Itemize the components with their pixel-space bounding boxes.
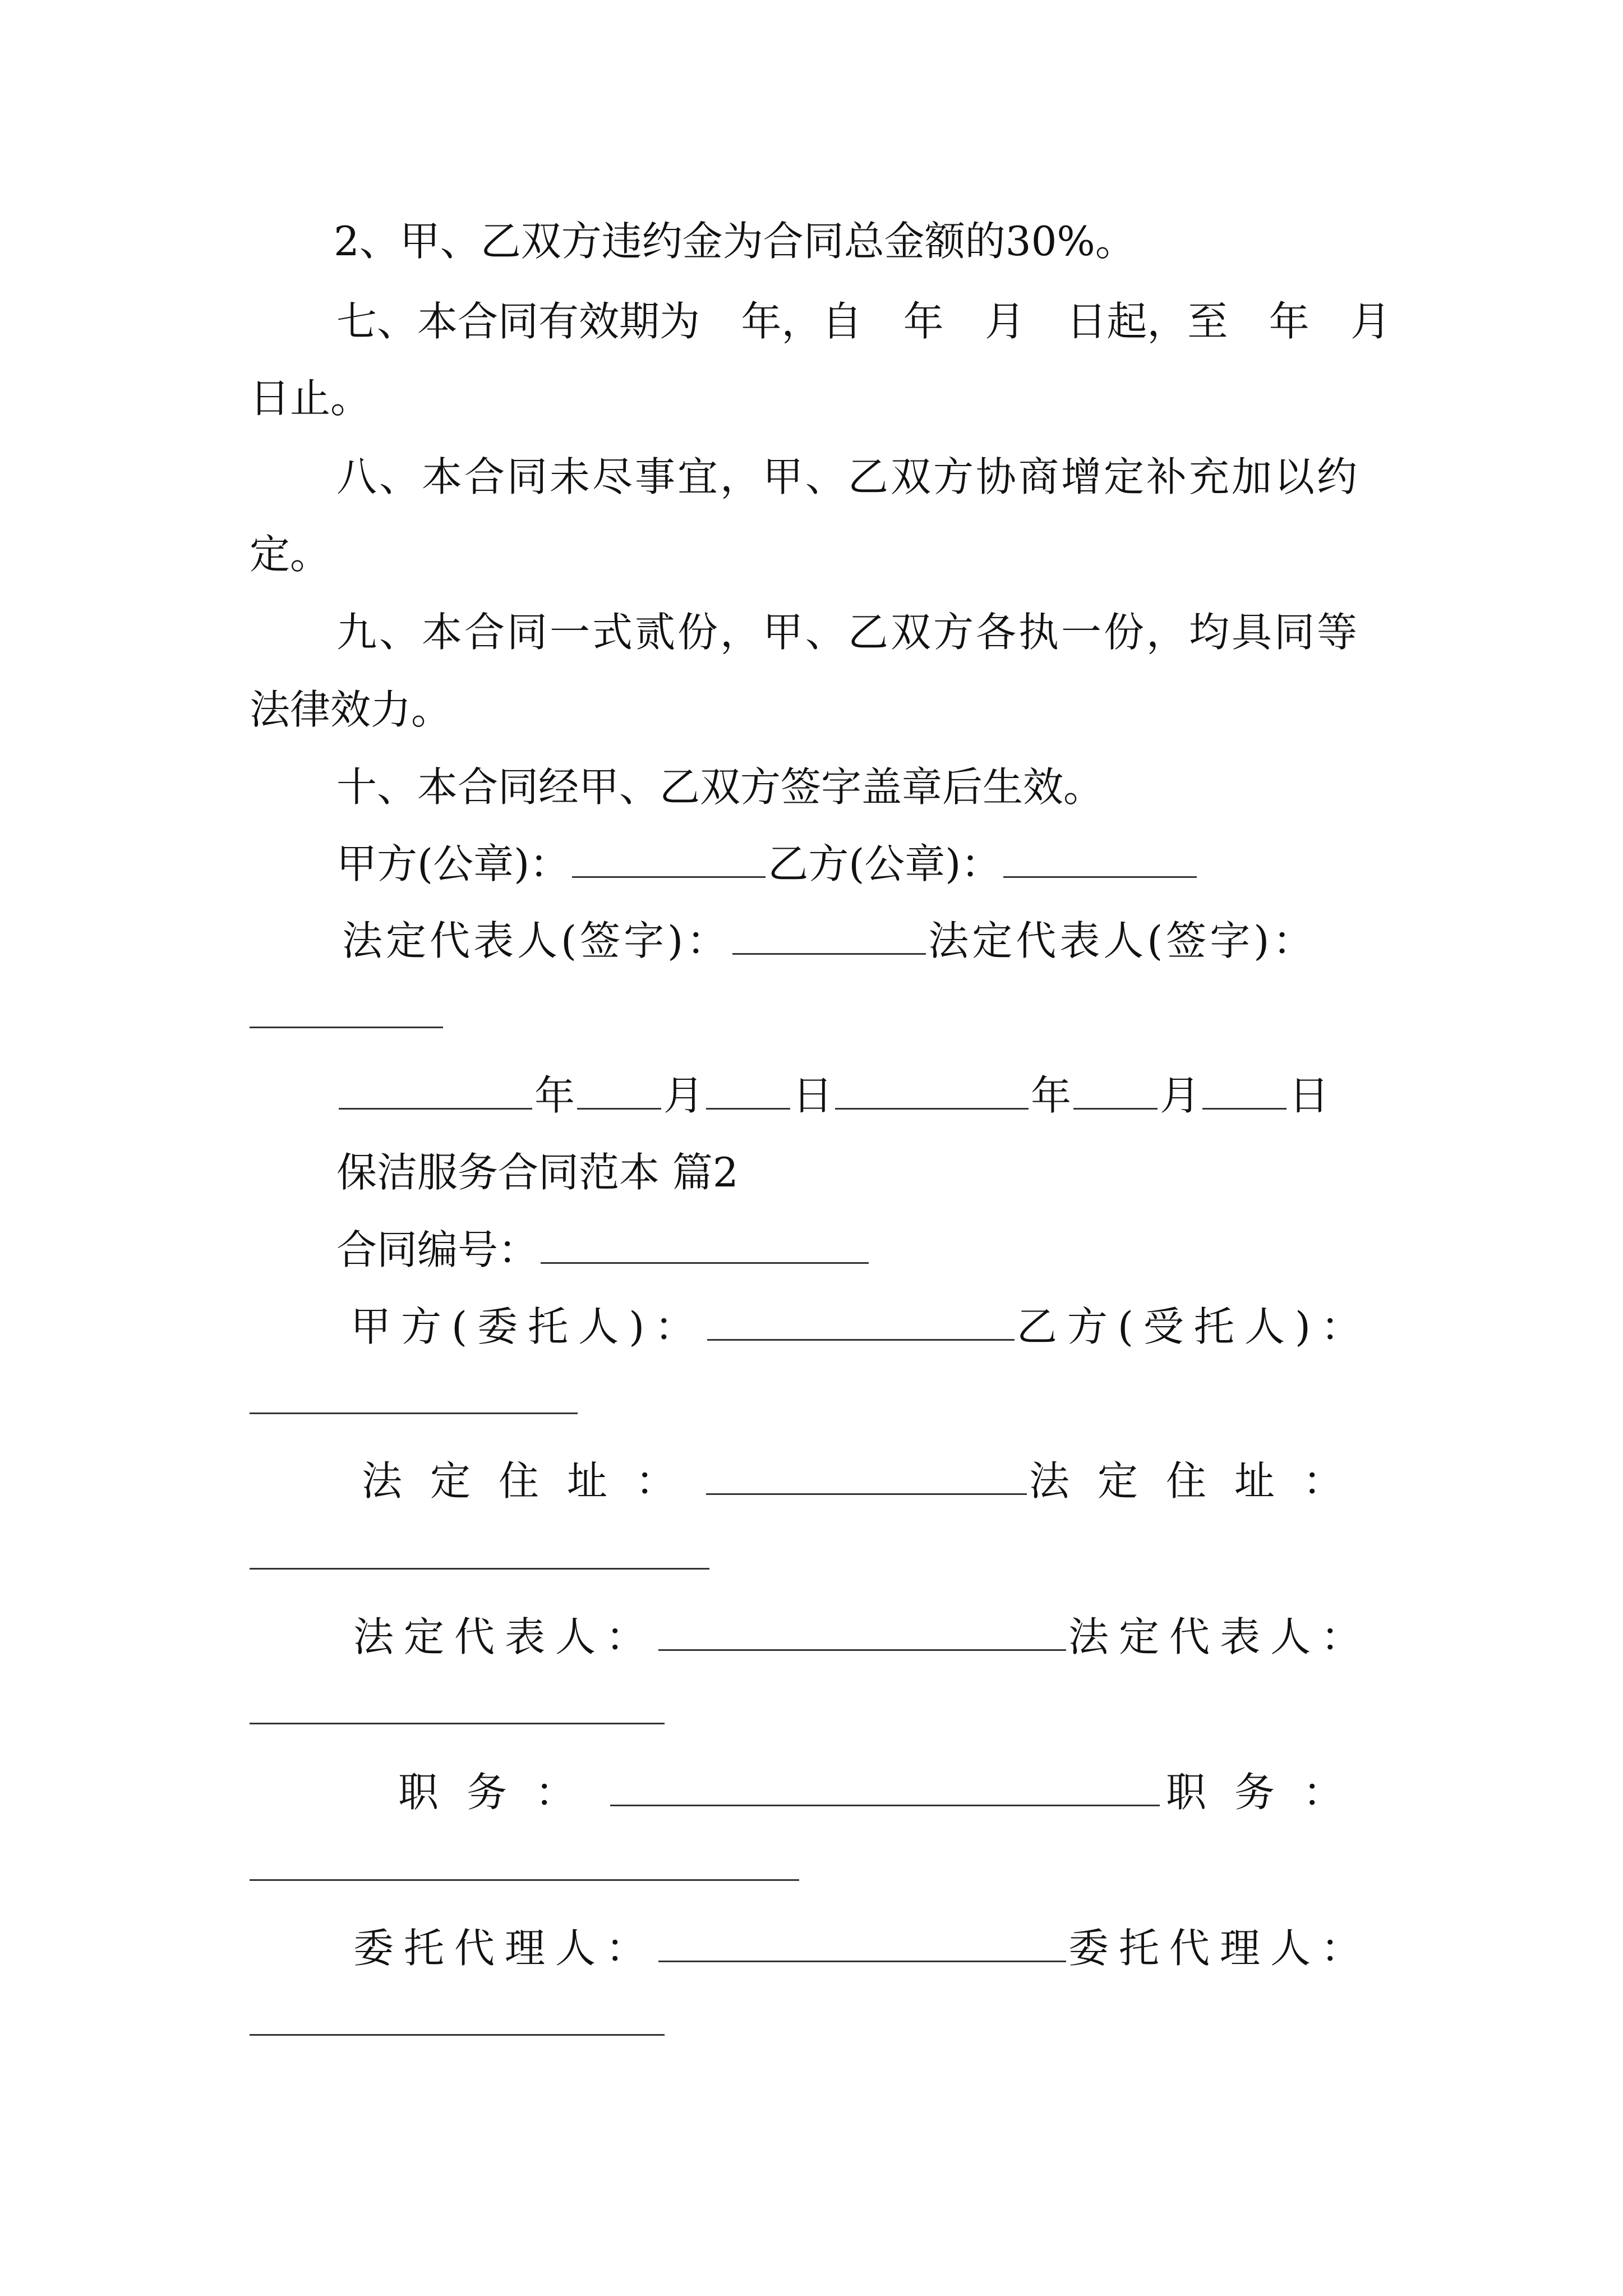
party-a-date-day-field[interactable] bbox=[706, 1073, 790, 1110]
party-a-address-label: 法定住址： bbox=[362, 1457, 704, 1504]
party-b-agent-label: 委托代理人： bbox=[1068, 1925, 1371, 1972]
party-a-date-month-field[interactable] bbox=[577, 1073, 661, 1110]
contract-number-field[interactable] bbox=[541, 1227, 869, 1264]
section-title: 保洁服务合同范本 篇2 bbox=[336, 1149, 739, 1196]
party-a-agent-label: 委托代理人： bbox=[353, 1925, 657, 1972]
party-a-agent-field[interactable] bbox=[658, 1926, 1066, 1962]
party-b-legal-rep-field[interactable] bbox=[250, 1723, 665, 1724]
party-b-agent-field[interactable] bbox=[250, 2034, 665, 2036]
clause-validity-line2: 日止。 bbox=[250, 375, 371, 422]
party-a-position-field[interactable] bbox=[610, 1770, 1160, 1806]
party-b-date-year-field[interactable] bbox=[835, 1073, 1029, 1110]
clause-validity-part-g: 月 bbox=[1350, 298, 1391, 345]
party-b-rep-field[interactable] bbox=[250, 1027, 443, 1028]
party-b-position-label: 职务： bbox=[1165, 1769, 1371, 1816]
clause-copies-line2: 法律效力。 bbox=[250, 686, 452, 733]
party-a-rep-field[interactable] bbox=[732, 918, 926, 955]
party-a-legal-rep-label: 法定代表人： bbox=[353, 1613, 657, 1660]
date-line bbox=[336, 1070, 1329, 1121]
party-b-address-label: 法定住址： bbox=[1029, 1457, 1371, 1504]
party-b-position-field[interactable] bbox=[250, 1879, 799, 1881]
clause-validity-part-b: 年，自 bbox=[741, 298, 863, 345]
party-a-position-label: 职务： bbox=[398, 1769, 604, 1816]
party-a-date-month: 月 bbox=[663, 1072, 704, 1119]
party-b-seal-field[interactable] bbox=[1003, 841, 1197, 878]
parties-line bbox=[351, 1301, 1371, 1352]
address-line bbox=[362, 1456, 1371, 1506]
contract-number-line bbox=[336, 1225, 871, 1275]
clause-validity-part-d: 月 bbox=[984, 298, 1025, 345]
party-a-legal-rep-field[interactable] bbox=[658, 1614, 1066, 1651]
clause-supplement-line2: 定。 bbox=[250, 531, 331, 578]
party-b-address-field[interactable] bbox=[250, 1568, 709, 1570]
clause-validity-part-a: 七、本合同有效期为 bbox=[336, 298, 700, 345]
party-a-rep-label: 法定代表人(签字)： bbox=[342, 917, 731, 964]
party-a-field[interactable] bbox=[707, 1304, 1015, 1341]
party-b-date-day: 日 bbox=[1289, 1072, 1330, 1119]
party-a-seal-field[interactable] bbox=[572, 841, 766, 878]
contract-number-label: 合同编号： bbox=[336, 1226, 539, 1273]
party-a-label: 甲方(委托人)： bbox=[351, 1303, 706, 1350]
party-b-seal-label: 乙方(公章)： bbox=[768, 840, 1002, 887]
party-a-seal-label: 甲方(公章)： bbox=[336, 840, 570, 887]
party-a-date-year-field[interactable] bbox=[339, 1073, 532, 1110]
clause-validity-line1 bbox=[336, 296, 1391, 347]
party-a-address-field[interactable] bbox=[706, 1458, 1027, 1495]
clause-validity-part-f: 年 bbox=[1269, 298, 1310, 345]
party-b-date-month: 月 bbox=[1160, 1072, 1201, 1119]
party-b-rep-label: 法定代表人(签字)： bbox=[928, 917, 1317, 964]
clause-copies-line1: 九、本合同一式贰份，甲、乙双方各执一份，均具同等 bbox=[336, 609, 1360, 656]
party-b-date-month-field[interactable] bbox=[1073, 1073, 1158, 1110]
party-b-legal-rep-label: 法定代表人： bbox=[1068, 1613, 1371, 1660]
agent-line bbox=[353, 1923, 1371, 1973]
clause-supplement-line1: 八、本合同未尽事宜，甲、乙双方协商增定补充加以约 bbox=[336, 453, 1360, 500]
party-b-date-day-field[interactable] bbox=[1202, 1073, 1287, 1110]
clause-penalty: 2、甲、乙双方违约金为合同总金额的30%。 bbox=[334, 218, 1136, 265]
clause-validity-part-e: 日起，至 bbox=[1066, 298, 1228, 345]
party-b-date-year: 年 bbox=[1031, 1072, 1072, 1119]
party-b-field[interactable] bbox=[250, 1412, 578, 1414]
party-a-date-day: 日 bbox=[792, 1072, 833, 1119]
party-a-date-year: 年 bbox=[534, 1072, 575, 1119]
seal-line bbox=[336, 839, 1199, 889]
position-line bbox=[398, 1767, 1371, 1818]
legal-rep-line bbox=[353, 1612, 1371, 1662]
clause-validity-part-c: 年 bbox=[903, 298, 944, 345]
party-b-label: 乙方(受托人)： bbox=[1016, 1303, 1371, 1350]
signature-line bbox=[342, 915, 1316, 966]
clause-effective: 十、本合同经甲、乙双方签字盖章后生效。 bbox=[336, 763, 1104, 811]
